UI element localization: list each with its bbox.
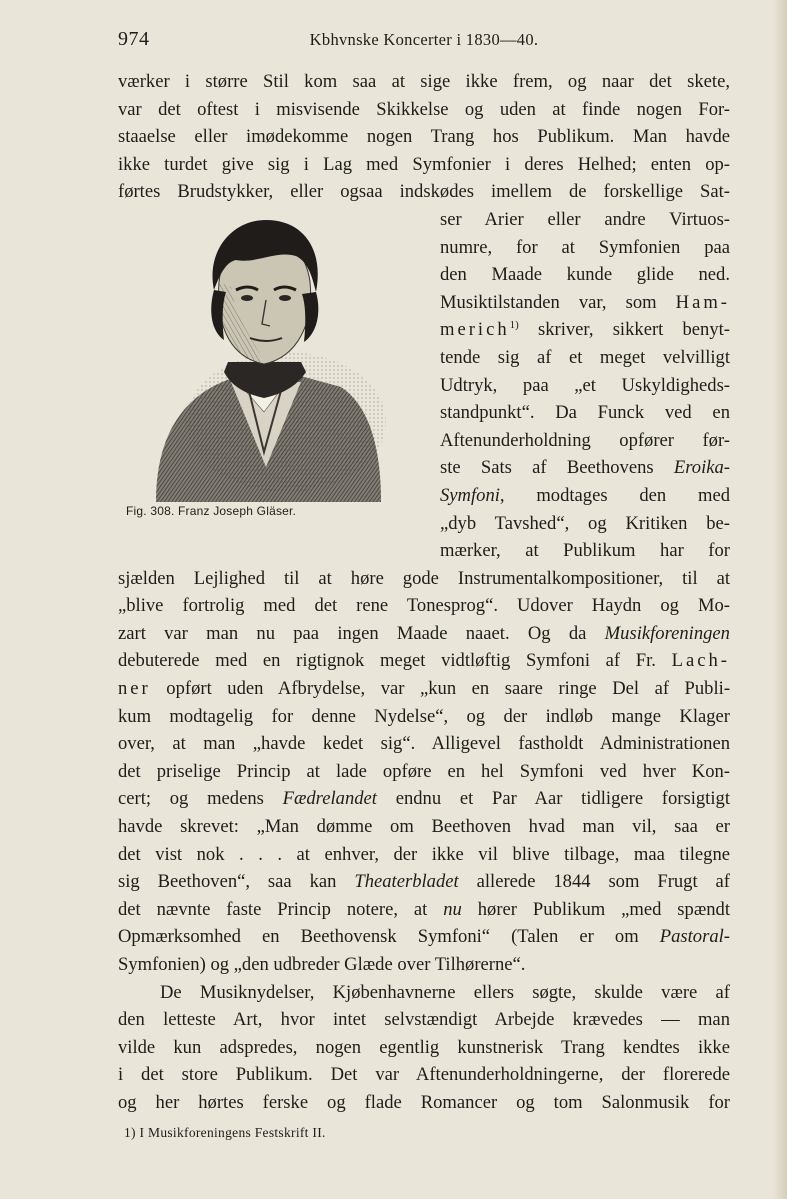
text-line: værker i større Stil kom saa at sige ikke frem, og naar det skete, <box>118 71 730 92</box>
figure-caption: Fig. 308. Franz Joseph Gläser. <box>126 503 297 518</box>
footnote-mark: 1) <box>124 1124 136 1140</box>
italic-title: Pastoral- <box>659 926 730 948</box>
text-line: numre, for at Symfonien paa <box>440 236 730 258</box>
text-line: staaelse eller imødekomme nogen Trang hos Publikum. Man havde <box>118 126 730 148</box>
text-line: den letteste Art, hvor intet selvstændigt Arbejde krævedes — man <box>118 1009 730 1031</box>
portrait-engraving-icon <box>136 212 386 502</box>
text-line: vilde kun adspredes, nogen egentlig kunstnerisk Trang kendtes ikke <box>118 1036 730 1058</box>
spaced-name: ner <box>118 678 151 700</box>
text-line: den Maade kunde glide ned. <box>440 264 730 286</box>
text-line: tende sig af et meget velvilligt <box>440 346 730 368</box>
footnote <box>118 1123 730 1143</box>
text-line: sig Beethoven“, saa kan Theaterbladet allerede 1844 som Frugt af <box>118 871 730 893</box>
text-line: var det oftest i misvisende Skikkelse og uden at finde nogen For- <box>118 98 730 120</box>
italic-title: Eroika- <box>673 457 730 479</box>
page-header <box>118 28 730 54</box>
text-line: kum modtagelig for denne Nydelse“, og der indløb mange Klager <box>118 705 730 727</box>
text-line: De Musiknydelser, Kjøbenhavnerne ellers søgte, skulde være af <box>160 981 730 1003</box>
text-line: sjælden Lejlighed til at høre gode Instrumentalkompositioner, til at <box>118 567 730 589</box>
italic-title: Musikforeningen <box>604 622 730 644</box>
text-line: debuterede med en rigtignok meget vidtløftig Symfoni af Fr. Lach- <box>118 650 730 672</box>
spaced-name: Lach- <box>671 650 730 672</box>
text-line: førtes Brudstykker, eller ogsaa indskødes imellem de forskellige Sat- <box>118 181 730 203</box>
text-line: ste Sats af Beethovens Eroika- <box>440 457 730 479</box>
spaced-name: Ham- <box>675 291 730 313</box>
italic-word: nu <box>443 898 462 920</box>
text-line: ner opført uden Afbrydelse, var „kun en saare ringe Del af Publi- <box>118 678 731 700</box>
text-line: ikke turdet give sig i Lag med Symfonier i deres Helhed; enten op- <box>118 153 730 175</box>
page-edge-shadow <box>773 0 787 1199</box>
figure <box>118 206 440 565</box>
running-title: Kbhvnske Koncerter i 1830—40. <box>309 30 539 49</box>
main-text <box>118 68 730 1143</box>
text-line: „dyb Tavshed“, og Kritiken be- <box>440 512 730 534</box>
text-line: det nævnte faste Princip notere, at nu hører Publikum „med spændt <box>118 898 730 920</box>
spaced-name: merich <box>440 319 510 341</box>
text-line: cert; og medens Fædrelandet endnu et Par Aar tidligere forsigtigt <box>118 788 730 810</box>
figure-wrap <box>118 206 730 565</box>
text-line: Musiktilstanden var, som Ham- <box>440 291 730 313</box>
text-line: „blive fortrolig med det rene Tonesprog“. Udover Haydn og Mo- <box>118 595 730 617</box>
text-line: Aftenunderholdning opfører før- <box>440 429 730 451</box>
text-line: Opmærksomhed en Beethovensk Symfoni“ (Talen er om Pastoral- <box>118 926 730 948</box>
text-line: over, at man „havde kedet sig“. Alligevel fastholdt Administrationen <box>118 733 730 755</box>
text-beside-figure <box>440 206 730 565</box>
italic-title: Fædrelandet <box>282 788 377 810</box>
text-line: zart var man nu paa ingen Maade naaet. Og da Musikforeningen <box>118 622 730 644</box>
text-line: Symfoni, modtages den med <box>440 484 730 506</box>
text-line: Udtryk, paa „et Uskyldigheds- <box>440 374 730 396</box>
footnote-mark: 1) <box>509 319 519 332</box>
text-line: mærker, at Publikum har for <box>440 540 730 562</box>
text-line: merich$^{1)}$ skriver, sikkert benyt- <box>440 319 730 341</box>
text-line: ser Arier eller andre Virtuos- <box>440 208 730 230</box>
text-line: Symfonien) og „den udbreder Glæde over Tilhørerne“. <box>118 954 526 975</box>
text-line: og her hørtes ferske og flade Romancer og tom Salonmusik for <box>118 1091 730 1113</box>
text-line: det priselige Princip at lade opføre en hel Symfoni ved hver Kon- <box>118 760 730 782</box>
page-number: 974 <box>118 28 150 50</box>
text-line: havde skrevet: „Man dømme om Beethoven hvad man vil, saa er <box>118 816 730 838</box>
text-line: i det store Publikum. Det var Aftenunderholdningerne, der florerede <box>118 1064 730 1086</box>
italic-title: Theaterbladet <box>354 871 459 893</box>
text-line: det vist nok . . . at enhver, der ikke vil blive tilbage, maa tilegne <box>118 843 730 865</box>
text-line: standpunkt“. Da Funck ved en <box>440 402 730 424</box>
footnote-text: I Musikforeningens Festskrift II. <box>139 1124 326 1140</box>
italic-title: Symfoni <box>440 484 500 506</box>
